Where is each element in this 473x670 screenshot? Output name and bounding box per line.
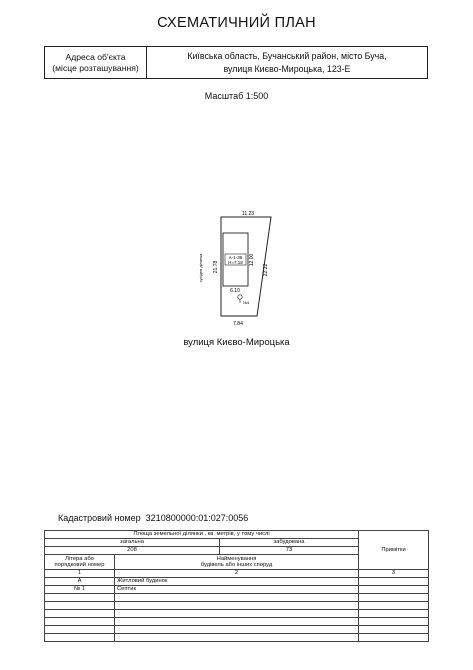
name-header: [115, 555, 359, 570]
dim-house-right: 12.00: [249, 253, 255, 267]
built-header: забудована: [220, 539, 359, 547]
table-row-empty: [45, 634, 429, 642]
row-name: Житловий будинок: [115, 578, 359, 586]
table-row-empty: [45, 594, 429, 602]
septic-label: №1: [243, 300, 250, 305]
row-notes: [359, 586, 429, 594]
name-header-line2: будівель або інших споруд: [200, 562, 273, 568]
cadastral-number: [58, 513, 248, 523]
area-table: [44, 530, 429, 642]
row-notes: [359, 578, 429, 586]
col-number-2: 2: [115, 570, 359, 578]
col-number-3: 3: [359, 570, 429, 578]
table-row-empty: [45, 626, 429, 634]
address-value-line1: Київська область, Бучанський район, місто Буча,: [187, 50, 387, 61]
table-row-empty: [45, 602, 429, 610]
table-row-empty: [45, 618, 429, 626]
house-code-2: Н=7.18: [228, 260, 243, 265]
row-letter: А: [45, 578, 115, 586]
letter-header-line2: порядковий номер: [54, 562, 105, 568]
total-header: загальна: [45, 539, 220, 547]
table-row: [45, 586, 429, 594]
letter-header: [45, 555, 115, 570]
col-number-1: 1: [45, 570, 115, 578]
dim-left: 21.78: [213, 260, 219, 274]
page-title: СХЕМАТИЧНИЙ ПЛАН: [157, 15, 316, 31]
row-letter: № 1: [45, 586, 115, 594]
row-name: Септик: [115, 586, 359, 594]
septic-icon: [238, 295, 242, 299]
built-value: 73: [220, 547, 359, 555]
dim-top: 11.23: [241, 211, 255, 217]
notes-header: Примітки: [359, 531, 429, 570]
neighbor-label: сусідня ділянка: [198, 253, 203, 283]
dim-right: 22.22: [263, 263, 269, 277]
house-code-1: А-1-36: [228, 255, 243, 260]
table-row: [45, 578, 429, 586]
street-label: вулиця Києво-Мироцька: [183, 337, 290, 348]
area-header: Площа земельної ділянки , кв. метрів, у тому числі: [45, 531, 359, 539]
address-label-line2: (місце розташування): [52, 62, 139, 73]
dim-house-bottom: 6.10: [230, 288, 240, 294]
address-label-line1: Адреса об'єкта: [65, 51, 126, 62]
cadastral-label: Кадастровий номер: [58, 513, 141, 523]
scale-label: Масштаб 1:500: [204, 91, 269, 101]
dim-bottom: 7.84: [233, 321, 243, 327]
address-value-line2: вулиця Києво-Мироцька, 123-Е: [223, 63, 351, 74]
table-row-empty: [45, 610, 429, 618]
total-value: 208: [45, 547, 220, 555]
letter-header-line1: Літера або: [65, 556, 94, 562]
name-header-line1: Найменування: [216, 556, 257, 562]
cadastral-value: 3210800000:01:027:0056: [145, 513, 249, 523]
